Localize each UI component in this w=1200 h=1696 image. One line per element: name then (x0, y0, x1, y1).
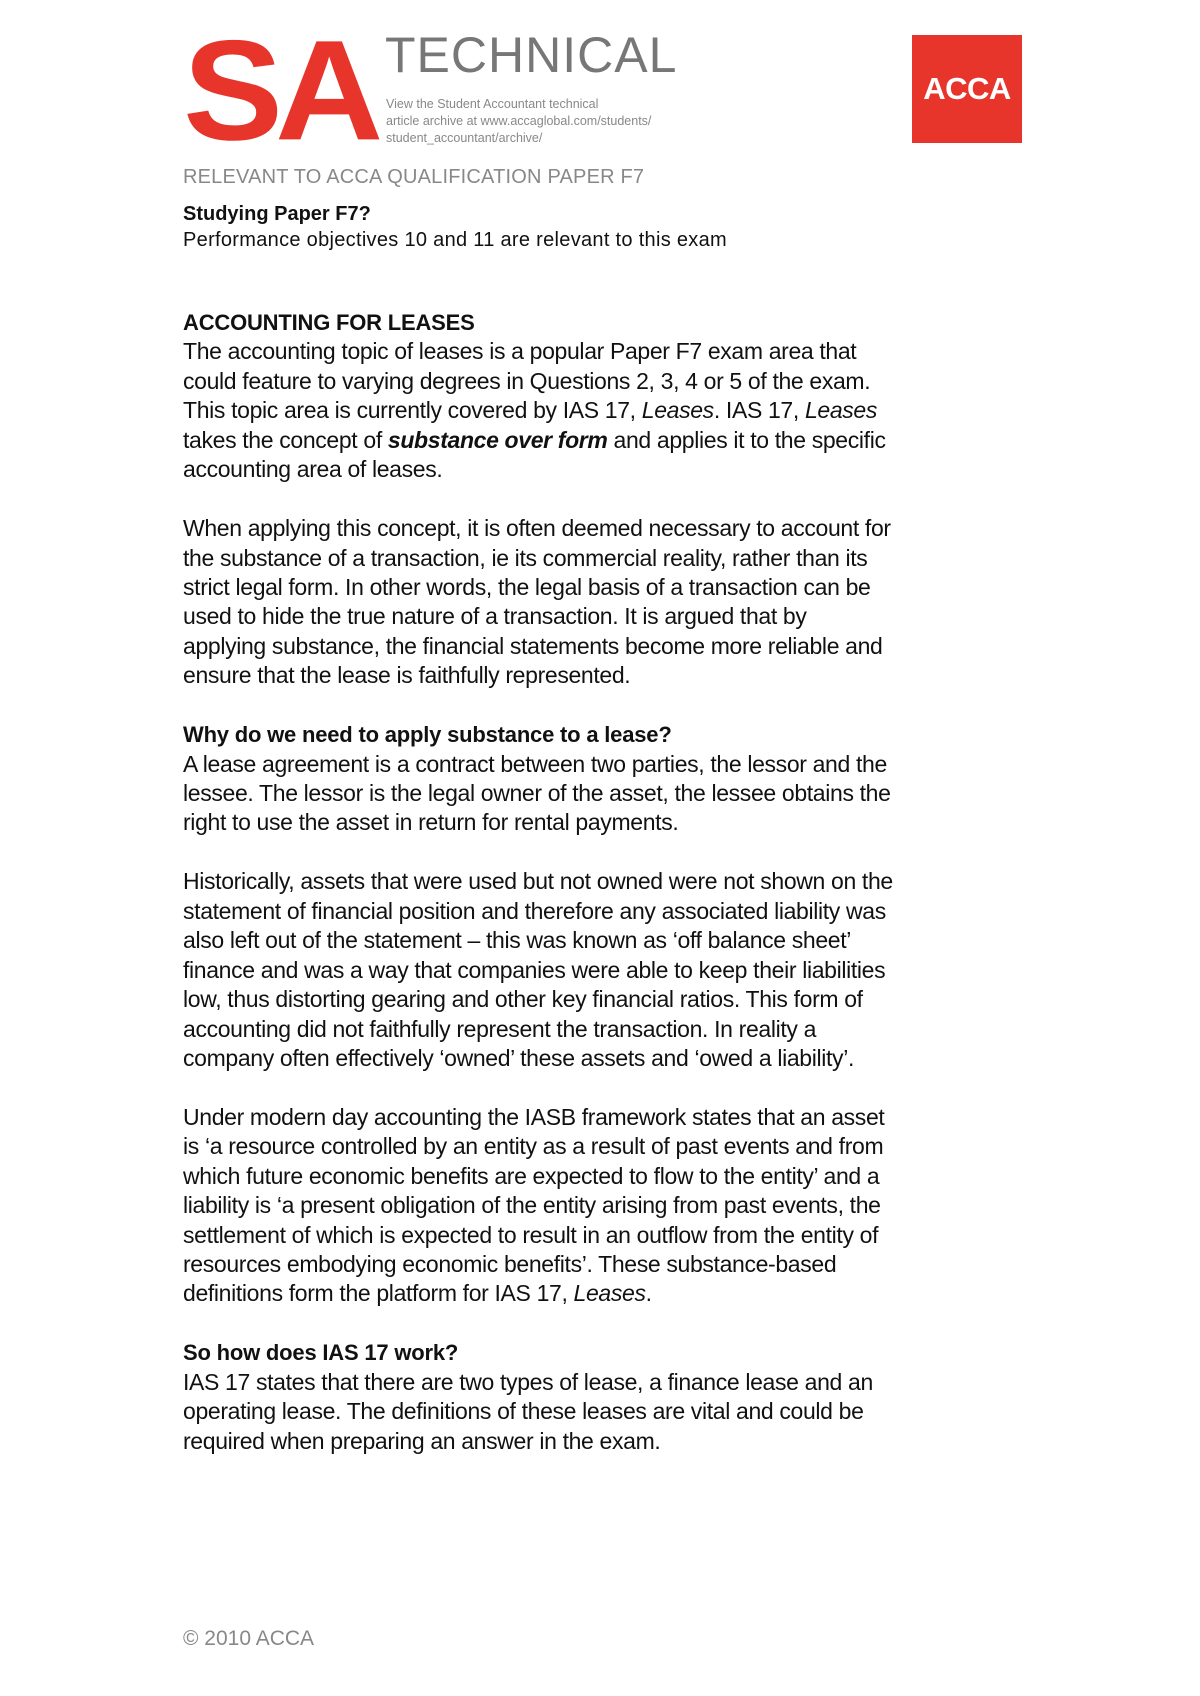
section-heading (183, 1338, 1063, 1367)
section-heading (183, 720, 1063, 749)
text-line (183, 1427, 1063, 1456)
text-line (183, 897, 1063, 926)
text: finance and was a way that companies were able to keep their liabilities (183, 956, 886, 983)
text: also left out of the statement – this was known as ‘off balance sheet’ (183, 927, 852, 954)
paragraph-break (183, 838, 1063, 867)
text-line (183, 1250, 1063, 1279)
text-line (183, 867, 1063, 896)
performance-objectives: Performance objectives 10 and 11 are relevant to this exam (183, 229, 727, 251)
italic-text: Leases (573, 1280, 646, 1307)
text-line (183, 396, 1063, 425)
text: settlement of which is expected to result in an outflow from the entity of (183, 1221, 879, 1248)
text: IAS 17 states that there are two types of lease, a finance lease and an (183, 1368, 873, 1395)
text-line (183, 455, 1063, 484)
italic-text: Leases (641, 397, 714, 424)
archive-line: student_accountant/archive/ (386, 131, 543, 145)
text: company often effectively ‘owned’ these assets and ‘owed a liability’. (183, 1044, 855, 1071)
article-body (183, 308, 1063, 1456)
text: This topic area is currently covered by IAS 17, (183, 397, 642, 424)
copyright: © 2010 ACCA (183, 1627, 315, 1650)
text: operating lease. The definitions of these leases are vital and could be (183, 1398, 864, 1425)
text: which future economic benefits are expected to flow to the entity’ and a (183, 1162, 880, 1189)
acca-logo-text: ACCA (923, 71, 1011, 106)
text-line (183, 573, 1063, 602)
text: the substance of a transaction, ie its commercial reality, rather than its (183, 544, 868, 571)
text: statement of financial position and therefore any associated liability was (183, 897, 886, 924)
text-line (183, 1015, 1063, 1044)
text-line (183, 514, 1063, 543)
paragraph-break (183, 691, 1063, 720)
text: takes the concept of (183, 426, 388, 453)
text-line (183, 426, 1063, 455)
text-line (183, 632, 1063, 661)
text: . IAS 17, (713, 397, 805, 424)
text: required when preparing an answer in the exam. (183, 1427, 661, 1454)
text-line (183, 1132, 1063, 1161)
text: applying substance, the financial statements become more reliable and (183, 632, 883, 659)
sa-logo: SA (183, 10, 376, 170)
text: ensure that the lease is faithfully represented. (183, 662, 631, 689)
text: definitions form the platform for IAS 17, (183, 1280, 574, 1307)
text-line (183, 1191, 1063, 1220)
text: The accounting topic of leases is a popular Paper F7 exam area that (183, 338, 857, 365)
text: low, thus distorting gearing and other key financial ratios. This form of (183, 986, 863, 1013)
archive-note (386, 96, 651, 147)
text: So how does IAS 17 work? (183, 1340, 459, 1366)
text-line (183, 661, 1063, 690)
paragraph-break (183, 1073, 1063, 1102)
archive-line: article archive at www.accaglobal.com/students/ (386, 114, 652, 128)
text-line (183, 956, 1063, 985)
text-line (183, 1279, 1063, 1308)
text: resources embodying economic benefits’. These substance-based (183, 1251, 837, 1277)
text: strict legal form. In other words, the legal basis of a transaction can be (183, 573, 871, 600)
emphasis-text: substance over form (387, 426, 608, 453)
text-line (183, 750, 1063, 779)
text-line (183, 337, 1063, 366)
text: right to use the asset in return for rental payments. (183, 809, 679, 836)
text: Historically, assets that were used but not owned were not shown on the (183, 868, 893, 895)
text: used to hide the true nature of a transaction. It is argued that by (183, 603, 807, 630)
text: is ‘a resource controlled by an entity as a result of past events and from (183, 1133, 884, 1160)
text-line (183, 985, 1063, 1014)
text: liability is ‘a present obligation of the entity arising from past events, the (183, 1192, 881, 1219)
text: Why do we need to apply substance to a lease? (183, 722, 672, 748)
text: ACCOUNTING FOR LEASES (183, 310, 475, 335)
text-line (183, 544, 1063, 573)
acca-logo (912, 35, 1022, 143)
text-line (183, 1397, 1063, 1426)
relevant-to: RELEVANT TO ACCA QUALIFICATION PAPER F7 (183, 166, 645, 188)
text: accounting did not faithfully represent the transaction. In reality a (183, 1015, 817, 1042)
text-line (183, 602, 1063, 631)
studying-heading: Studying Paper F7? (183, 203, 371, 225)
text: . (645, 1280, 652, 1307)
paragraph-break (183, 1309, 1063, 1338)
text-line (183, 779, 1063, 808)
text: could feature to varying degrees in Questions 2, 3, 4 or 5 of the exam. (183, 367, 871, 394)
text: A lease agreement is a contract between two parties, the lessor and the (183, 750, 887, 777)
paragraph-break (183, 485, 1063, 514)
text: accounting area of leases. (183, 456, 443, 483)
text-line (183, 1162, 1063, 1191)
text-line (183, 926, 1063, 955)
section-heading (183, 308, 1063, 337)
text: lessee. The lessor is the legal owner of the asset, the lessee obtains the (183, 780, 891, 806)
section-title: TECHNICAL (385, 27, 678, 83)
text: Under modern day accounting the IASB framework states that an asset (183, 1103, 885, 1130)
text-line (183, 1103, 1063, 1132)
italic-text: Leases (804, 397, 878, 424)
text-line (183, 1221, 1063, 1250)
text: When applying this concept, it is often deemed necessary to account for (183, 515, 891, 542)
text-line (183, 808, 1063, 837)
archive-line: View the Student Accountant technical (386, 97, 599, 111)
text: and applies it to the specific (607, 426, 886, 453)
text-line (183, 1044, 1063, 1073)
text-line (183, 367, 1063, 396)
text-line (183, 1368, 1063, 1397)
